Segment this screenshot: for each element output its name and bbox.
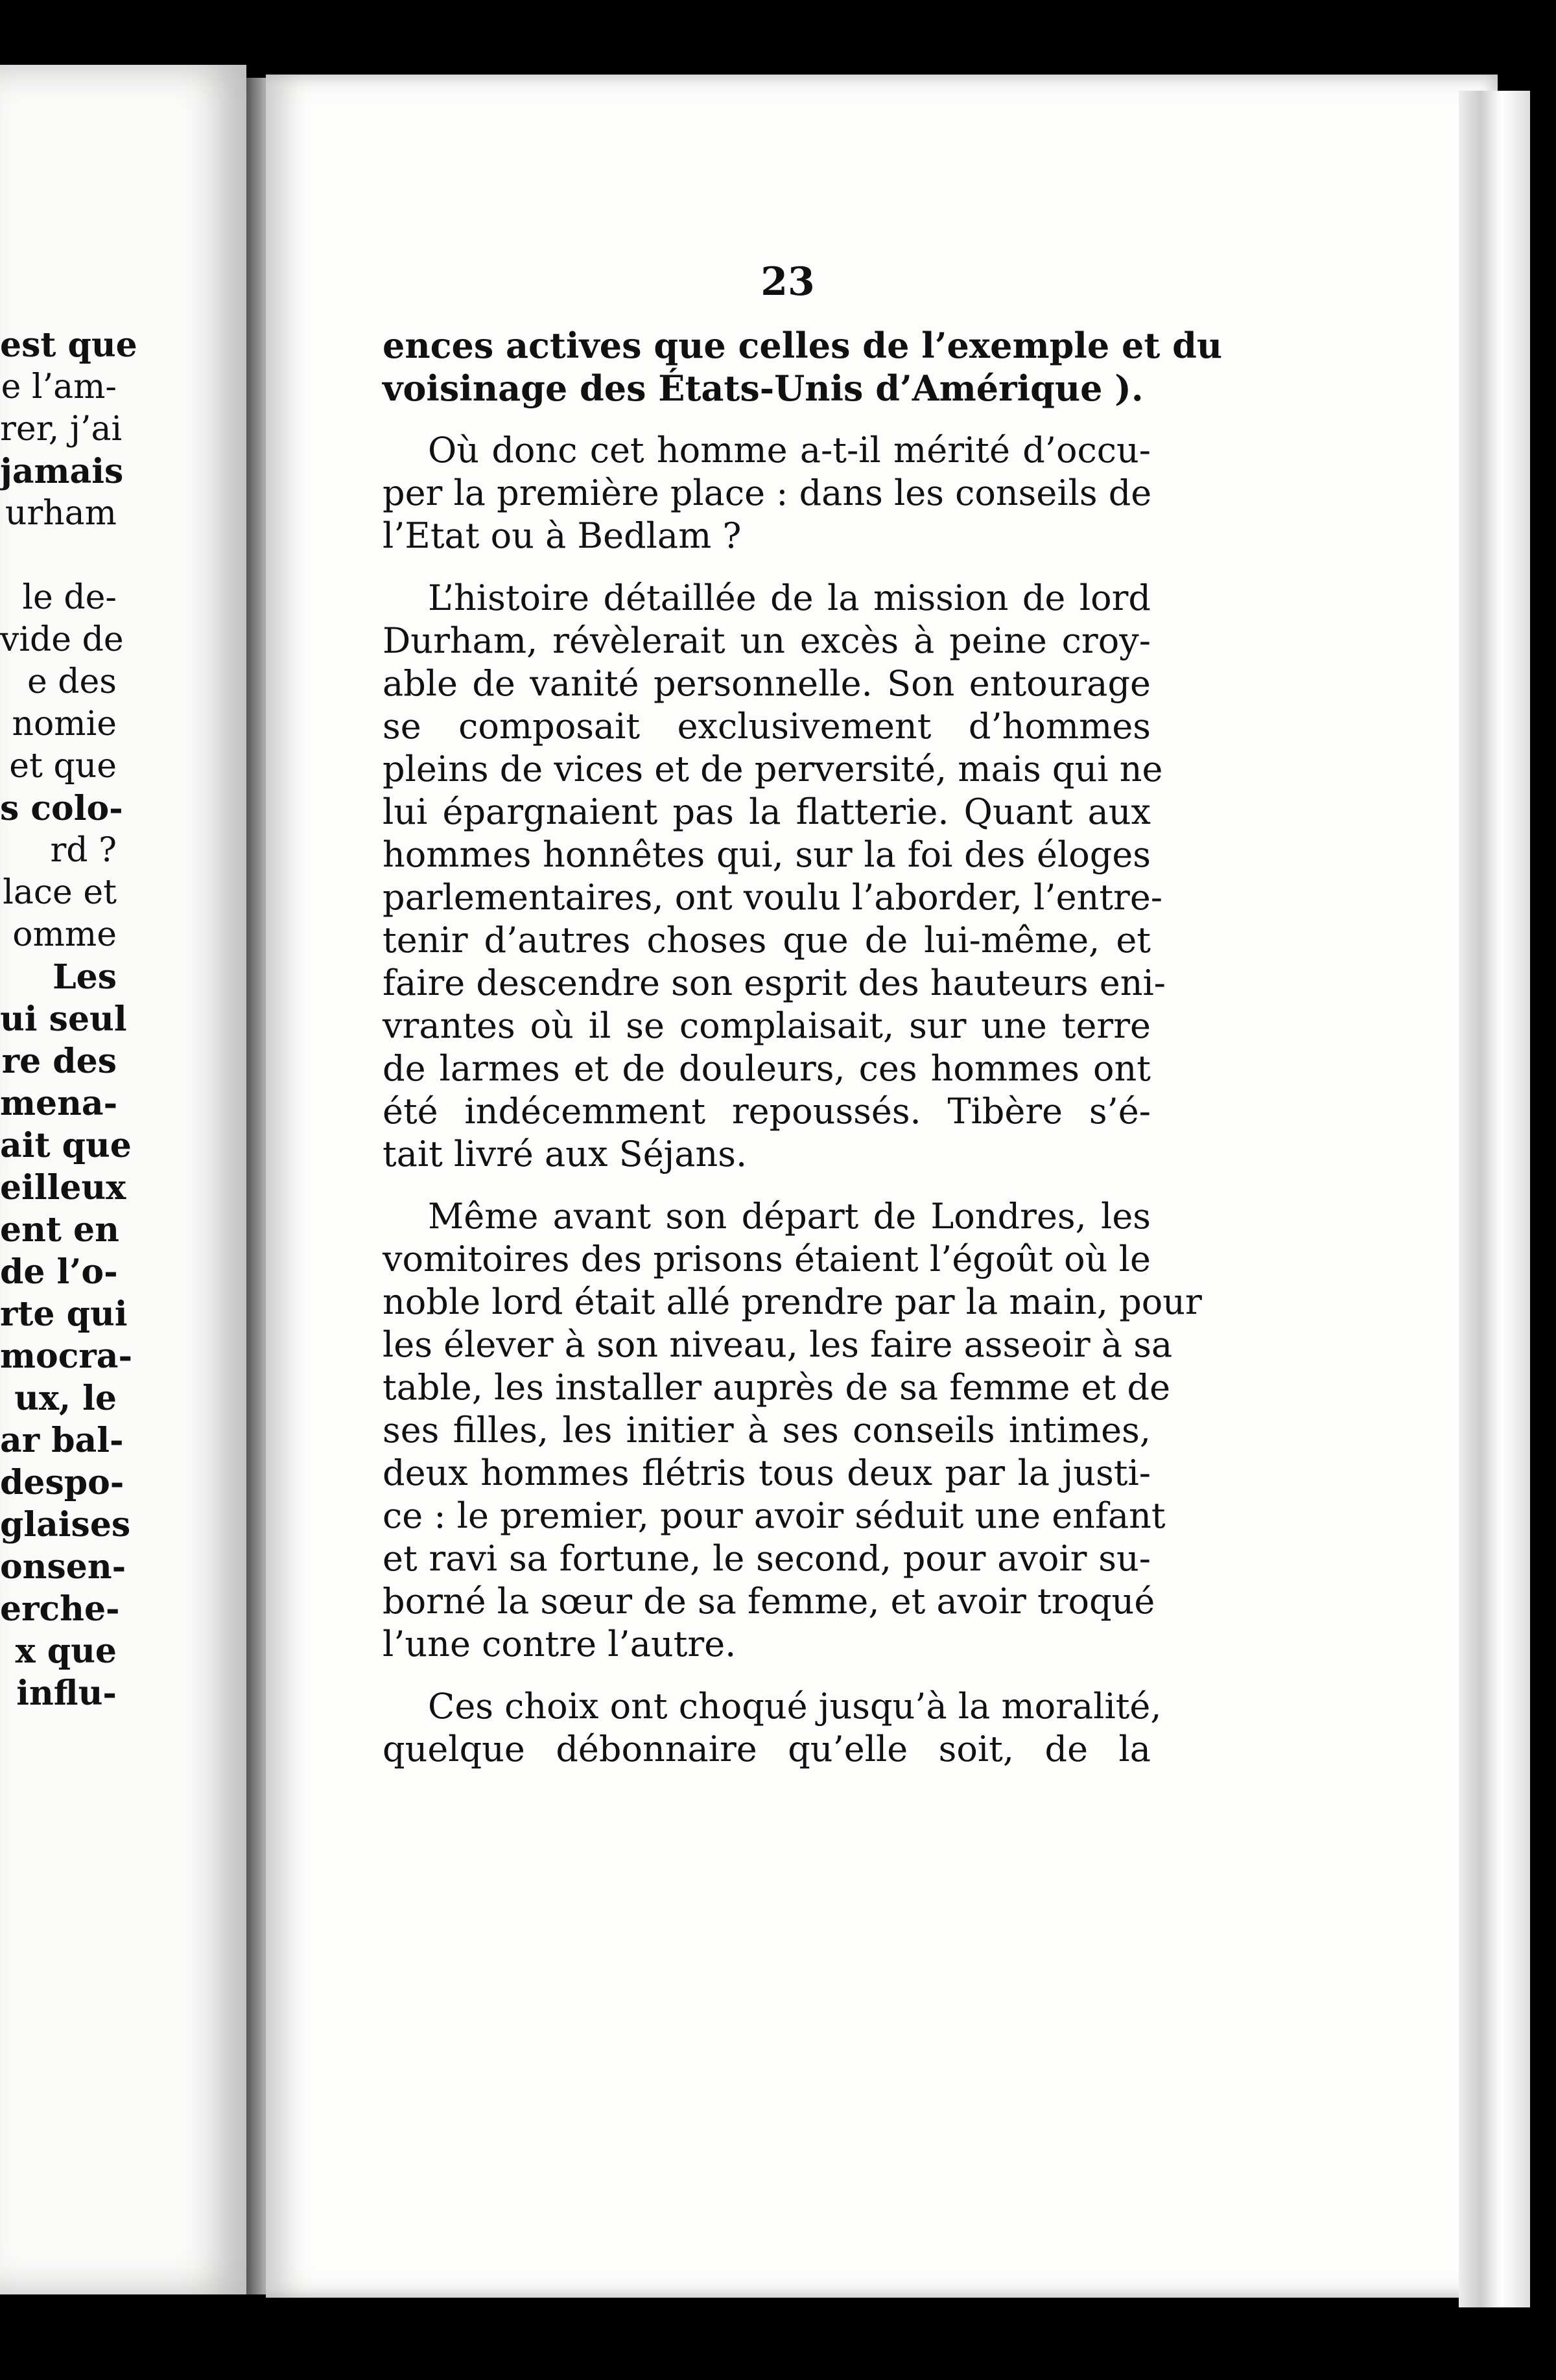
paragraph [383,1685,1162,1771]
left-page-line: le de- [22,578,117,617]
left-page-line: omme [12,915,117,954]
text-line: lui épargnaient pas la flatterie. Quant aux [383,791,1151,832]
text-line: Où donc cet homme a-t-il mérité d’occu- [428,430,1151,471]
text-line: borné la sœur de sa femme, et avoir troqué [383,1581,1155,1622]
text-line: Ces choix ont choqué jusqu’à la moralité, [428,1686,1162,1727]
text-line: été indécemment repoussés. Tibère s’é- [383,1091,1151,1132]
text-line: faire descendre son esprit des hauteurs eni- [383,962,1166,1003]
left-page-line: mena- [0,1084,118,1123]
paragraph [383,429,1151,557]
text-line: L’histoire détaillée de la mission de lord [428,578,1151,618]
left-page-line: jamais [0,452,124,491]
left-page-line: despo- [0,1463,124,1502]
text-line: tait livré aux Séjans. [383,1134,748,1174]
left-page-line: glaises [0,1505,131,1545]
paragraph [383,1195,1202,1666]
text-line: noble lord était allé prendre par la main, pour [383,1281,1202,1322]
text-line: Même avant son départ de Londres, les [428,1196,1151,1237]
text-line: voisinage des États-Unis d’Amérique ). [383,368,1144,409]
text-line: table, les installer auprès de sa femme et de [383,1367,1171,1408]
text-line: et ravi sa fortune, le second, pour avoir su- [383,1538,1151,1579]
text-line: l’Etat ou à Bedlam ? [383,515,742,556]
left-page-line: ait que [0,1126,132,1165]
text-line: deux hommes flétris tous deux par la justi- [383,1452,1151,1493]
page-edge [1459,91,1530,2307]
left-page-line: nomie [12,705,117,743]
text-line: quelque débonnaire qu’elle soit, de la [383,1729,1151,1769]
left-page-line: ar bal- [0,1421,124,1460]
text-line: vomitoires des prisons étaient l’égoût où le [383,1239,1151,1279]
paragraph-gap [383,1666,1151,1685]
page-number: 23 [760,259,815,305]
left-page-line: erche- [0,1589,120,1629]
left-page-line: Les [53,957,117,997]
body-text [383,324,1223,1771]
left-page-line: s colo- [0,789,123,828]
left-page-line: re des [1,1042,117,1081]
left-page-line: x que [15,1631,117,1671]
paragraph [383,577,1166,1176]
left-page-line [0,535,246,577]
text-line: per la première place : dans les conseils de [383,472,1152,513]
left-page-line: e des [27,662,117,701]
left-page-line: ui seul [0,999,127,1039]
left-page-line: vide de [0,620,124,659]
left-page-line: e l’am- [1,368,117,406]
paragraph-gap [383,557,1151,577]
left-page-line: influ- [16,1674,117,1713]
text-line: ce : le premier, pour avoir séduit une enfant [383,1495,1166,1536]
text-line: ences actives que celles de l’exemple et du [383,325,1223,366]
left-page-line: eilleux [0,1168,126,1208]
text-line: se composait exclusivement d’hommes [383,706,1151,747]
text-line: able de vanité personnelle. Son entourage [383,663,1151,704]
text-line: l’une contre l’autre. [383,1624,737,1664]
left-page-line: rte qui [0,1294,128,1334]
paragraph [383,324,1223,410]
text-line: pleins de vices et de perversité, mais qui ne [383,749,1163,789]
left-page-line: lace et [3,873,117,912]
paragraph-gap [383,1176,1151,1195]
left-page-line: onsen- [0,1547,126,1587]
text-line: ses filles, les initier à ses conseils intimes, [383,1410,1151,1451]
text-line: de larmes et de douleurs, ces hommes ont [383,1048,1151,1089]
paragraph-gap [383,410,1151,429]
left-page-line: de l’o- [0,1252,118,1292]
text-line: tenir d’autres choses que de lui-même, et [383,920,1151,961]
left-page-line: rd ? [50,831,117,870]
text-line: hommes honnêtes qui, sur la foi des éloges [383,834,1151,875]
left-page-line: et que [9,747,117,786]
text-line: parlementaires, ont voulu l’aborder, l’entre- [383,877,1163,918]
left-page-line: ux, le [14,1379,117,1418]
text-line: vrantes où il se complaisait, sur une terre [383,1005,1151,1046]
left-page [0,65,246,2294]
left-page-line: est que [0,325,137,365]
left-page-text [0,324,246,1714]
left-page-line: urham [5,494,117,533]
left-page-line: mocra- [0,1336,133,1376]
text-line: Durham, révèlerait un excès à peine croy- [383,620,1151,661]
text-line: les élever à son niveau, les faire asseoir à sa [383,1324,1173,1365]
left-page-line: rer, j’ai [0,410,123,449]
left-page-line: ent en [0,1210,119,1250]
